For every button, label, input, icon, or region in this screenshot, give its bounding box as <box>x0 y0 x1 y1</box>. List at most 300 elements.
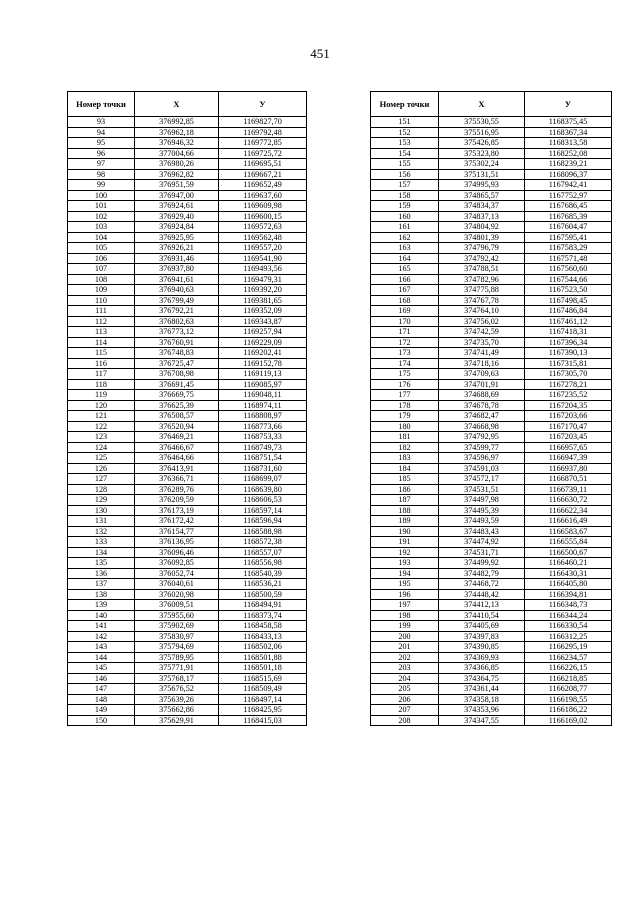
cell-x: 376931,46 <box>135 253 219 264</box>
table-row <box>371 621 612 632</box>
table-row <box>68 673 307 684</box>
cell-point-number: 143 <box>68 642 135 653</box>
cell-point-number: 189 <box>371 516 439 527</box>
cell-x: 374767,78 <box>439 295 525 306</box>
cell-x: 376209,59 <box>135 495 219 506</box>
cell-y: 1168375,45 <box>525 117 612 128</box>
cell-y: 1167685,39 <box>525 211 612 222</box>
cell-x: 376413,91 <box>135 463 219 474</box>
table-row <box>371 274 612 285</box>
cell-point-number: 126 <box>68 463 135 474</box>
cell-x: 375131,51 <box>439 169 525 180</box>
cell-y: 1167203,66 <box>525 411 612 422</box>
cell-x: 374788,51 <box>439 264 525 275</box>
cell-point-number: 114 <box>68 337 135 348</box>
cell-x: 376009,51 <box>135 600 219 611</box>
cell-point-number: 93 <box>68 117 135 128</box>
cell-point-number: 186 <box>371 484 439 495</box>
table-row <box>68 148 307 159</box>
cell-x: 375629,91 <box>135 715 219 726</box>
cell-point-number: 147 <box>68 684 135 695</box>
cell-y: 1168731,60 <box>219 463 307 474</box>
cell-x: 376962,18 <box>135 127 219 138</box>
table-row <box>68 610 307 621</box>
cell-x: 374596,97 <box>439 453 525 464</box>
cell-x: 375794,69 <box>135 642 219 653</box>
cell-point-number: 95 <box>68 138 135 149</box>
cell-x: 374834,37 <box>439 201 525 212</box>
cell-point-number: 190 <box>371 526 439 537</box>
cell-x: 376508,57 <box>135 411 219 422</box>
cell-y: 1166622,34 <box>525 505 612 516</box>
cell-y: 1167204,35 <box>525 400 612 411</box>
table-row <box>371 663 612 674</box>
table-row <box>68 621 307 632</box>
cell-point-number: 148 <box>68 694 135 705</box>
cell-y: 1166460,21 <box>525 558 612 569</box>
cell-point-number: 156 <box>371 169 439 180</box>
cell-point-number: 142 <box>68 631 135 642</box>
cell-y: 1169541,90 <box>219 253 307 264</box>
cell-y: 1168509,49 <box>219 684 307 695</box>
cell-point-number: 145 <box>68 663 135 674</box>
cell-y: 1166330,54 <box>525 621 612 632</box>
cell-x: 374741,49 <box>439 348 525 359</box>
cell-point-number: 136 <box>68 568 135 579</box>
cell-x: 374366,85 <box>439 663 525 674</box>
cell-x: 377004,66 <box>135 148 219 159</box>
coordinates-table-right <box>370 91 612 726</box>
cell-point-number: 160 <box>371 211 439 222</box>
cell-y: 1167418,31 <box>525 327 612 338</box>
cell-y: 1167305,70 <box>525 369 612 380</box>
table-row <box>68 484 307 495</box>
cell-y: 1168557,07 <box>219 547 307 558</box>
cell-y: 1168588,98 <box>219 526 307 537</box>
table-row <box>371 715 612 726</box>
cell-point-number: 149 <box>68 705 135 716</box>
cell-x: 376962,82 <box>135 169 219 180</box>
cell-point-number: 109 <box>68 285 135 296</box>
table-row <box>68 400 307 411</box>
cell-y: 1169572,63 <box>219 222 307 233</box>
cell-y: 1168596,94 <box>219 516 307 527</box>
table-row <box>68 232 307 243</box>
table-row <box>371 190 612 201</box>
cell-x: 376748,83 <box>135 348 219 359</box>
cell-point-number: 121 <box>68 411 135 422</box>
table-row <box>68 390 307 401</box>
cell-x: 375768,17 <box>135 673 219 684</box>
table-row <box>371 348 612 359</box>
cell-y: 1166630,72 <box>525 495 612 506</box>
cell-point-number: 128 <box>68 484 135 495</box>
cell-point-number: 111 <box>68 306 135 317</box>
cell-x: 374358,18 <box>439 694 525 705</box>
cell-y: 1167498,45 <box>525 295 612 306</box>
cell-y: 1167170,47 <box>525 421 612 432</box>
cell-point-number: 102 <box>68 211 135 222</box>
table-row <box>371 159 612 170</box>
cell-y: 1168515,69 <box>219 673 307 684</box>
coordinates-table-left <box>67 91 307 726</box>
table-row <box>68 684 307 695</box>
table-row <box>68 463 307 474</box>
cell-point-number: 187 <box>371 495 439 506</box>
table-row <box>371 169 612 180</box>
cell-point-number: 122 <box>68 421 135 432</box>
table-row <box>68 663 307 674</box>
cell-x: 374756,02 <box>439 316 525 327</box>
cell-x: 374837,13 <box>439 211 525 222</box>
cell-x: 375426,85 <box>439 138 525 149</box>
cell-point-number: 137 <box>68 579 135 590</box>
cell-y: 1166500,67 <box>525 547 612 558</box>
cell-point-number: 125 <box>68 453 135 464</box>
cell-point-number: 174 <box>371 358 439 369</box>
cell-y: 1168753,33 <box>219 432 307 443</box>
table-row <box>371 358 612 369</box>
cell-point-number: 201 <box>371 642 439 653</box>
cell-point-number: 118 <box>68 379 135 390</box>
table-row <box>371 516 612 527</box>
cell-y: 1166208,77 <box>525 684 612 695</box>
cell-point-number: 135 <box>68 558 135 569</box>
cell-y: 1167571,48 <box>525 253 612 264</box>
table-row <box>68 295 307 306</box>
cell-x: 376520,94 <box>135 421 219 432</box>
table-row <box>371 474 612 485</box>
table-row <box>68 516 307 527</box>
cell-point-number: 195 <box>371 579 439 590</box>
cell-y: 1166234,57 <box>525 652 612 663</box>
cell-y: 1169229,09 <box>219 337 307 348</box>
table-row <box>371 264 612 275</box>
cell-y: 1168458,58 <box>219 621 307 632</box>
table-row <box>371 495 612 506</box>
cell-y: 1169600,15 <box>219 211 307 222</box>
cell-point-number: 180 <box>371 421 439 432</box>
cell-y: 1169493,56 <box>219 264 307 275</box>
cell-x: 376925,95 <box>135 232 219 243</box>
cell-y: 1167396,34 <box>525 337 612 348</box>
cell-x: 375530,55 <box>439 117 525 128</box>
cell-point-number: 106 <box>68 253 135 264</box>
cell-x: 374701,91 <box>439 379 525 390</box>
cell-point-number: 123 <box>68 432 135 443</box>
cell-x: 374495,39 <box>439 505 525 516</box>
cell-x: 374364,75 <box>439 673 525 684</box>
cell-y: 1169202,41 <box>219 348 307 359</box>
cell-y: 1168433,13 <box>219 631 307 642</box>
cell-point-number: 166 <box>371 274 439 285</box>
cell-x: 376946,32 <box>135 138 219 149</box>
cell-x: 376154,77 <box>135 526 219 537</box>
cell-y: 1166430,31 <box>525 568 612 579</box>
cell-x: 374735,70 <box>439 337 525 348</box>
cell-x: 374995,93 <box>439 180 525 191</box>
cell-x: 374792,95 <box>439 432 525 443</box>
cell-point-number: 159 <box>371 201 439 212</box>
table-row <box>371 484 612 495</box>
cell-x: 374353,96 <box>439 705 525 716</box>
table-row <box>371 369 612 380</box>
table-row <box>68 190 307 201</box>
cell-point-number: 101 <box>68 201 135 212</box>
header-point-number: Номер точки <box>68 92 135 117</box>
cell-x: 375830,97 <box>135 631 219 642</box>
cell-y: 1166169,02 <box>525 715 612 726</box>
cell-y: 1169792,48 <box>219 127 307 138</box>
table-row <box>371 589 612 600</box>
table-row <box>68 264 307 275</box>
table-row <box>68 589 307 600</box>
table-row <box>68 474 307 485</box>
cell-y: 1169695,51 <box>219 159 307 170</box>
table-row <box>371 390 612 401</box>
cell-y: 1168974,11 <box>219 400 307 411</box>
cell-point-number: 146 <box>68 673 135 684</box>
cell-y: 1168597,14 <box>219 505 307 516</box>
table-row <box>371 138 612 149</box>
table-row <box>371 694 612 705</box>
cell-x: 376136,95 <box>135 537 219 548</box>
cell-y: 1167560,60 <box>525 264 612 275</box>
cell-x: 376173,19 <box>135 505 219 516</box>
cell-y: 1168749,73 <box>219 442 307 453</box>
cell-point-number: 133 <box>68 537 135 548</box>
cell-y: 1166394,81 <box>525 589 612 600</box>
cell-x: 376092,85 <box>135 558 219 569</box>
cell-x: 375771,91 <box>135 663 219 674</box>
cell-x: 374468,72 <box>439 579 525 590</box>
table-row <box>68 526 307 537</box>
header-point-number: Номер точки <box>371 92 439 117</box>
cell-y: 1166957,65 <box>525 442 612 453</box>
cell-x: 374531,51 <box>439 484 525 495</box>
table-row <box>371 463 612 474</box>
cell-x: 374678,78 <box>439 400 525 411</box>
cell-point-number: 163 <box>371 243 439 254</box>
cell-y: 1167523,50 <box>525 285 612 296</box>
cell-x: 376760,91 <box>135 337 219 348</box>
cell-y: 1167390,13 <box>525 348 612 359</box>
cell-x: 374390,85 <box>439 642 525 653</box>
cell-y: 1166870,51 <box>525 474 612 485</box>
cell-point-number: 105 <box>68 243 135 254</box>
cell-point-number: 130 <box>68 505 135 516</box>
cell-x: 374709,63 <box>439 369 525 380</box>
table-row <box>371 579 612 590</box>
cell-point-number: 150 <box>68 715 135 726</box>
cell-point-number: 183 <box>371 453 439 464</box>
cell-point-number: 120 <box>68 400 135 411</box>
cell-point-number: 104 <box>68 232 135 243</box>
table-row <box>68 211 307 222</box>
cell-y: 1167583,29 <box>525 243 612 254</box>
cell-y: 1166198,55 <box>525 694 612 705</box>
cell-x: 374361,44 <box>439 684 525 695</box>
table-row <box>371 327 612 338</box>
cell-y: 1167942,41 <box>525 180 612 191</box>
cell-x: 374497,98 <box>439 495 525 506</box>
cell-x: 376940,63 <box>135 285 219 296</box>
table-row <box>68 547 307 558</box>
cell-point-number: 158 <box>371 190 439 201</box>
cell-point-number: 192 <box>371 547 439 558</box>
cell-point-number: 178 <box>371 400 439 411</box>
cell-x: 375676,52 <box>135 684 219 695</box>
table-row <box>371 705 612 716</box>
table-row <box>68 652 307 663</box>
table-row <box>68 421 307 432</box>
cell-x: 376289,76 <box>135 484 219 495</box>
cell-y: 1166348,73 <box>525 600 612 611</box>
cell-y: 1168751,54 <box>219 453 307 464</box>
table-row <box>371 610 612 621</box>
cell-x: 376980,26 <box>135 159 219 170</box>
cell-point-number: 153 <box>371 138 439 149</box>
cell-point-number: 157 <box>371 180 439 191</box>
cell-y: 1169152,78 <box>219 358 307 369</box>
table-row <box>371 411 612 422</box>
cell-x: 374369,93 <box>439 652 525 663</box>
cell-y: 1167278,21 <box>525 379 612 390</box>
cell-y: 1169343,87 <box>219 316 307 327</box>
cell-point-number: 129 <box>68 495 135 506</box>
cell-x: 375955,60 <box>135 610 219 621</box>
cell-point-number: 169 <box>371 306 439 317</box>
page-number: 451 <box>310 46 330 61</box>
table-row <box>68 327 307 338</box>
cell-y: 1169725,72 <box>219 148 307 159</box>
cell-y: 1169048,11 <box>219 390 307 401</box>
cell-point-number: 108 <box>68 274 135 285</box>
cell-y: 1168540,39 <box>219 568 307 579</box>
cell-y: 1166937,80 <box>525 463 612 474</box>
cell-y: 1166344,24 <box>525 610 612 621</box>
cell-y: 1169772,85 <box>219 138 307 149</box>
cell-y: 1168808,97 <box>219 411 307 422</box>
cell-point-number: 138 <box>68 589 135 600</box>
table-row <box>68 715 307 726</box>
table-row <box>371 526 612 537</box>
cell-point-number: 152 <box>371 127 439 138</box>
cell-x: 375662,86 <box>135 705 219 716</box>
cell-y: 1166405,80 <box>525 579 612 590</box>
cell-point-number: 179 <box>371 411 439 422</box>
table-row <box>371 201 612 212</box>
cell-y: 1168373,74 <box>219 610 307 621</box>
cell-y: 1169637,60 <box>219 190 307 201</box>
table-row <box>68 505 307 516</box>
cell-point-number: 193 <box>371 558 439 569</box>
header-x: X <box>439 92 525 117</box>
cell-y: 1169479,31 <box>219 274 307 285</box>
cell-x: 376773,12 <box>135 327 219 338</box>
cell-y: 1169392,20 <box>219 285 307 296</box>
cell-x: 376951,59 <box>135 180 219 191</box>
cell-y: 1166312,25 <box>525 631 612 642</box>
table-row <box>371 568 612 579</box>
cell-x: 376947,00 <box>135 190 219 201</box>
cell-y: 1169119,13 <box>219 369 307 380</box>
table-row <box>68 537 307 548</box>
cell-x: 376926,21 <box>135 243 219 254</box>
table-row <box>68 127 307 138</box>
cell-x: 374668,98 <box>439 421 525 432</box>
table-row <box>371 285 612 296</box>
cell-x: 374764,10 <box>439 306 525 317</box>
header-y: У <box>525 92 612 117</box>
table-row <box>371 673 612 684</box>
cell-x: 376052,74 <box>135 568 219 579</box>
cell-y: 1166739,11 <box>525 484 612 495</box>
cell-y: 1167486,84 <box>525 306 612 317</box>
cell-y: 1168773,66 <box>219 421 307 432</box>
cell-x: 376992,85 <box>135 117 219 128</box>
table-row <box>68 222 307 233</box>
table-row <box>68 159 307 170</box>
cell-y: 1168494,91 <box>219 600 307 611</box>
cell-point-number: 141 <box>68 621 135 632</box>
cell-y: 1167544,66 <box>525 274 612 285</box>
table-row <box>371 295 612 306</box>
cell-x: 374682,47 <box>439 411 525 422</box>
cell-x: 376020,98 <box>135 589 219 600</box>
cell-point-number: 96 <box>68 148 135 159</box>
cell-x: 376096,46 <box>135 547 219 558</box>
cell-x: 376929,40 <box>135 211 219 222</box>
table-row <box>371 600 612 611</box>
cell-y: 1166186,22 <box>525 705 612 716</box>
cell-point-number: 185 <box>371 474 439 485</box>
table-row <box>371 148 612 159</box>
cell-y: 1168502,06 <box>219 642 307 653</box>
cell-point-number: 165 <box>371 264 439 275</box>
cell-y: 1168639,80 <box>219 484 307 495</box>
cell-point-number: 200 <box>371 631 439 642</box>
table-row <box>68 495 307 506</box>
table-row <box>371 253 612 264</box>
cell-point-number: 167 <box>371 285 439 296</box>
table-row <box>371 631 612 642</box>
table-row <box>371 642 612 653</box>
cell-x: 376669,75 <box>135 390 219 401</box>
table-row <box>68 705 307 716</box>
table-row <box>68 201 307 212</box>
table-row <box>371 243 612 254</box>
cell-point-number: 170 <box>371 316 439 327</box>
cell-y: 1167235,52 <box>525 390 612 401</box>
table-row <box>68 138 307 149</box>
cell-x: 374410,54 <box>439 610 525 621</box>
cell-x: 376708,98 <box>135 369 219 380</box>
cell-point-number: 188 <box>371 505 439 516</box>
table-row <box>371 232 612 243</box>
table-row <box>371 211 612 222</box>
cell-y: 1169085,97 <box>219 379 307 390</box>
cell-x: 376691,45 <box>135 379 219 390</box>
cell-point-number: 100 <box>68 190 135 201</box>
cell-y: 1166947,39 <box>525 453 612 464</box>
cell-point-number: 139 <box>68 600 135 611</box>
cell-y: 1168313,58 <box>525 138 612 149</box>
cell-y: 1168252,08 <box>525 148 612 159</box>
cell-y: 1168536,21 <box>219 579 307 590</box>
cell-y: 1166616,49 <box>525 516 612 527</box>
cell-y: 1168096,37 <box>525 169 612 180</box>
